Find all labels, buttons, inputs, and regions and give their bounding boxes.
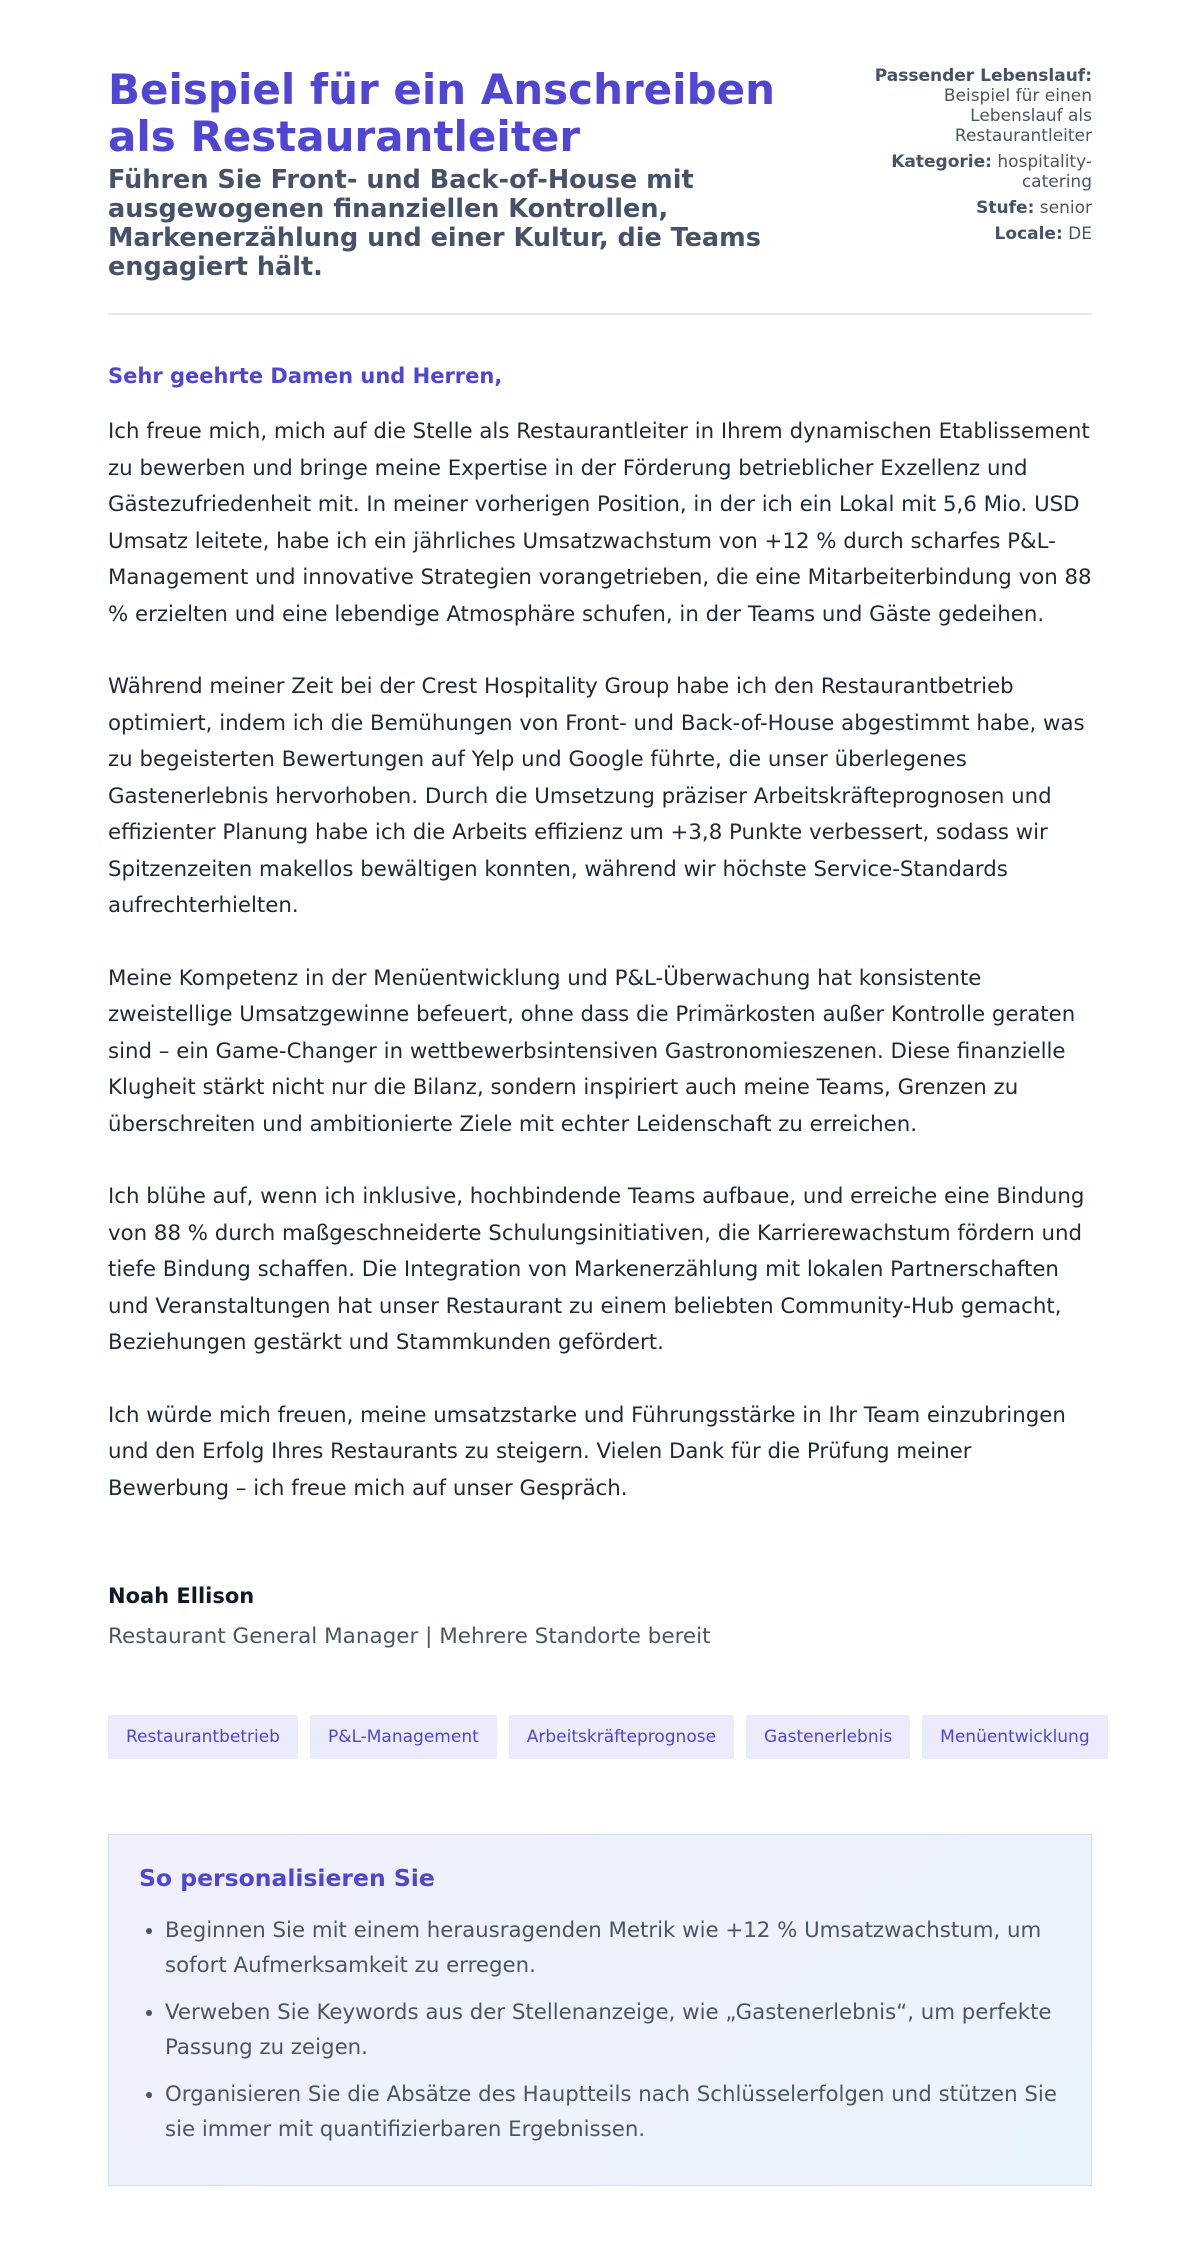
meta-level-value: senior bbox=[1039, 198, 1092, 218]
letter-paragraph: Während meiner Zeit bei der Crest Hospitality Group habe ich den Restaurantbetrieb optimiert, indem ich die Bemühungen von Front- und Back-of-House abgestimmt habe, was zu begeisterten Bewertungen auf Yelp und Google führte, die unser überlegenes Gastenerlebnis hervorhoben. Durch die Umsetzung präziser Arbeitskräfteprognosen und effizienter Planung habe ich die Arbeits effizienz um +3,8 Punkte verbessert, sodass wir Spitzenzeiten makellos bewältigen konnten, während wir höchste Service-Standards aufrechterhielten. bbox=[108, 674, 1085, 918]
meta-category bbox=[862, 152, 1092, 192]
page-header bbox=[108, 66, 1092, 286]
letter-greeting: Sehr geehrte Damen und Herren, bbox=[108, 364, 503, 388]
meta-locale-label: Locale: bbox=[994, 224, 1063, 244]
meta-category-label: Kategorie: bbox=[891, 152, 992, 172]
tag-restaurantbetrieb: Restaurantbetrieb bbox=[108, 1715, 298, 1759]
tag-menuentwicklung: Menüentwicklung bbox=[922, 1715, 1107, 1759]
tip-item: • Beginnen Sie mit einem herausragenden Metrik wie +12 % Umsatzwachstum, um sofort Aufmerksamkeit zu erregen. bbox=[165, 1913, 1061, 1983]
signature-role: Restaurant General Manager | Mehrere Standorte bereit bbox=[108, 1624, 711, 1649]
keyword-tags bbox=[108, 1715, 1108, 1759]
meta-locale-value: DE bbox=[1068, 224, 1092, 244]
tag-pl-management: P&L-Management bbox=[310, 1715, 497, 1759]
title-block bbox=[108, 66, 848, 282]
tip-item: • Verweben Sie Keywords aus der Stellenanzeige, wie „Gastenerlebnis“, um perfekte Passung zu zeigen. bbox=[165, 1995, 1061, 2065]
meta-level-label: Stufe: bbox=[976, 198, 1035, 218]
meta-category-value: hospitality-catering bbox=[997, 152, 1092, 192]
page-title: Beispiel für ein Anschreiben als Restaurantleiter bbox=[108, 65, 776, 161]
tips-list bbox=[139, 1913, 1061, 2147]
meta-panel bbox=[862, 66, 1092, 250]
meta-resume-value: Beispiel für einen Lebenslauf als Restaurantleiter bbox=[943, 86, 1092, 146]
letter-body bbox=[108, 362, 1092, 1543]
tips-title: So personalisieren Sie bbox=[139, 1864, 435, 1892]
letter-paragraph: Ich würde mich freuen, meine umsatzstarke und Führungsstärke in Ihr Team einzubringen und den Erfolg Ihres Restaurants zu steigern. Vielen Dank für die Prüfung meiner Bewerbung – ich freue mich auf unser Gespräch. bbox=[108, 1402, 1066, 1501]
personalization-tips bbox=[108, 1834, 1092, 2186]
signature-name: Noah Ellison bbox=[108, 1584, 255, 1608]
tip-item: • Organisieren Sie die Absätze des Hauptteils nach Schlüsselerfolgen und stützen Sie sie immer mit quantifizierbaren Ergebnissen. bbox=[165, 2077, 1061, 2147]
letter-paragraph: Ich freue mich, mich auf die Stelle als Restaurantleiter in Ihrem dynamischen Etablissement zu bewerben und bringe meine Expertise in der Förderung betrieblicher Exzellenz und Gästezufriedenheit mit. In meiner vorherigen Position, in der ich ein Lokal mit 5,6 Mio. USD Umsatz leitete, habe ich ein jährliches Umsatzwachstum von +12 % durch scharfes P&L-Management und innovative Strategien vorangetrieben, die eine Mitarbeiterbindung von 88 % erzielten und eine lebendige Atmosphäre schufen, in der Teams und Gäste gedeihen. bbox=[108, 419, 1092, 627]
tag-arbeitskraefteprognose: Arbeitskräfteprognose bbox=[509, 1715, 734, 1759]
page-subtitle: Führen Sie Front- und Back-of-House mit ausgewogenen finanziellen Kontrollen, Markenerzählung und einer Kultur, die Teams engagiert hält. bbox=[108, 165, 761, 282]
letter-paragraph: Ich blühe auf, wenn ich inklusive, hochbindende Teams aufbaue, und erreiche eine Bindung von 88 % durch maßgeschneiderte Schulungsinitiativen, die Karrierewachstum fördern und tiefe Bindung schaffen. Die Integration von Markenerzählung mit lokalen Partnerschaften und Veranstaltungen hat unser Restaurant zu einem beliebten Community-Hub gemacht, Beziehungen gestärkt und Stammkunden gefördert. bbox=[108, 1184, 1085, 1355]
meta-level bbox=[862, 198, 1092, 218]
header-divider bbox=[108, 313, 1092, 315]
meta-resume bbox=[862, 66, 1092, 146]
meta-resume-label: Passender Lebenslauf: bbox=[874, 66, 1092, 86]
tag-gastenerlebnis: Gastenerlebnis bbox=[746, 1715, 910, 1759]
meta-locale bbox=[862, 224, 1092, 244]
letter-paragraph: Meine Kompetenz in der Menüentwicklung und P&L-Überwachung hat konsistente zweistellige Umsatzgewinne befeuert, ohne dass die Primärkosten außer Kontrolle geraten sind – ein Game-Changer in wettbewerbsintensiven Gastronomieszenen. Diese finanzielle Klugheit stärkt nicht nur die Bilanz, sondern inspiriert auch meine Teams, Grenzen zu überschreiten und ambitionierte Ziele mit echter Leidenschaft zu erreichen. bbox=[108, 965, 1076, 1137]
